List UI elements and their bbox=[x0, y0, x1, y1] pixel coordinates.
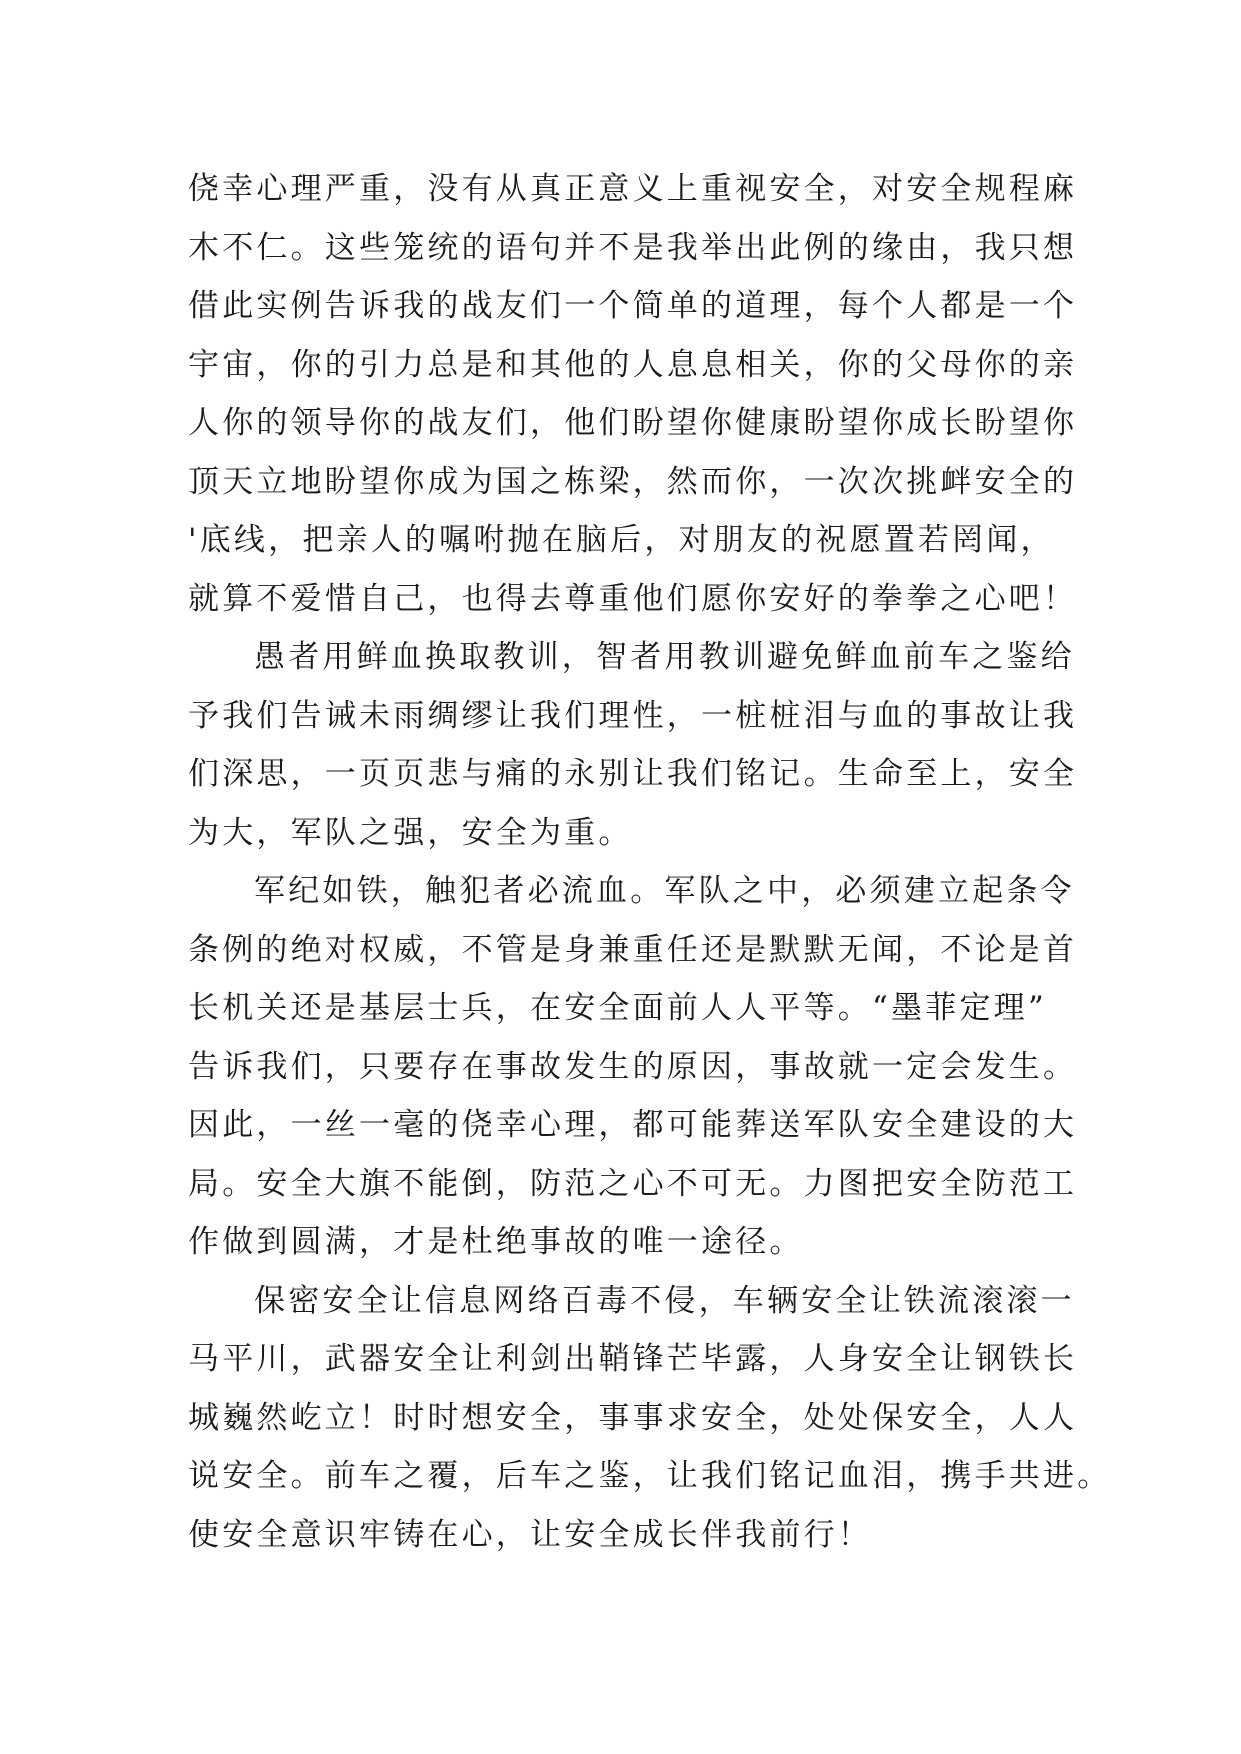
paragraph-4 bbox=[188, 1272, 1112, 1565]
text-line: 木不仁。这些笼统的语句并不是我举出此例的缘由，我只想 bbox=[188, 229, 1078, 266]
text-line: '底线，把亲人的嘱咐抛在脑后，对朋友的祝愿置若罔闻， bbox=[188, 522, 1055, 558]
text-line: 局。安全大旗不能倒，防范之心不可无。力图把安全防范工 bbox=[188, 1165, 1078, 1202]
text-line: 侥幸心理严重，没有从真正意义上重视安全，对安全规程麻 bbox=[188, 171, 1078, 207]
text-line: 愚者用鲜血换取教训，智者用教训避免鲜血前车之鉴给 bbox=[254, 639, 1075, 675]
text-line: 保密安全让信息网络百毒不侵，车辆安全让铁流滚滚一 bbox=[254, 1282, 1075, 1319]
text-line: 们深思，一页页悲与痛的永别让我们铭记。生命至上，安全 bbox=[188, 756, 1078, 792]
text-line: 条例的绝对权威，不管是身兼重任还是默默无闻，不论是首 bbox=[188, 931, 1078, 968]
text-line: 借此实例告诉我的战友们一个简单的道理，每个人都是一个 bbox=[188, 288, 1078, 324]
paragraph-2 bbox=[188, 628, 1078, 862]
paragraph-3 bbox=[188, 862, 1078, 1272]
text-line: 因此，一丝一毫的侥幸心理，都可能葬送军队安全建设的大 bbox=[188, 1107, 1078, 1143]
text-line: 顶天立地盼望你成为国之栋梁，然而你，一次次挑衅安全的 bbox=[188, 463, 1078, 500]
paragraph-1 bbox=[188, 160, 1078, 628]
text-line: 城巍然屹立！时时想安全，事事求安全，处处保安全，人人 bbox=[188, 1399, 1078, 1436]
text-line: 为大，军队之强，安全为重。 bbox=[188, 814, 633, 851]
text-line: 军纪如铁，触犯者必流血。军队之中，必须建立起条令 bbox=[254, 873, 1075, 909]
text-line: 告诉我们，只要存在事故发生的原因，事故就一定会发生。 bbox=[188, 1048, 1078, 1085]
text-line: 长机关还是基层士兵，在安全面前人人平等。“墨菲定理” bbox=[188, 990, 1047, 1026]
text-line: 人你的领导你的战友们，他们盼望你健康盼望你成长盼望你 bbox=[188, 405, 1078, 441]
text-line: 说安全。前车之覆，后车之鉴，让我们铭记血泪，携手共进。 bbox=[188, 1458, 1112, 1494]
text-line: 就算不爱惜自己，也得去尊重他们愿你安好的拳拳之心吧！ bbox=[188, 580, 1078, 617]
text-line: 作做到圆满，才是杜绝事故的唯一途径。 bbox=[188, 1224, 804, 1260]
text-line: 宇宙，你的引力总是和其他的人息息相关，你的父母你的亲 bbox=[188, 346, 1078, 383]
text-line: 予我们告诫未雨绸缪让我们理性，一桩桩泪与血的事故让我 bbox=[188, 697, 1078, 734]
body-text bbox=[188, 160, 1112, 1564]
text-line: 马平川，武器安全让利剑出鞘锋芒毕露，人身安全让钢铁长 bbox=[188, 1341, 1078, 1377]
text-line: 使安全意识牢铸在心，让安全成长伴我前行！ bbox=[188, 1516, 872, 1553]
